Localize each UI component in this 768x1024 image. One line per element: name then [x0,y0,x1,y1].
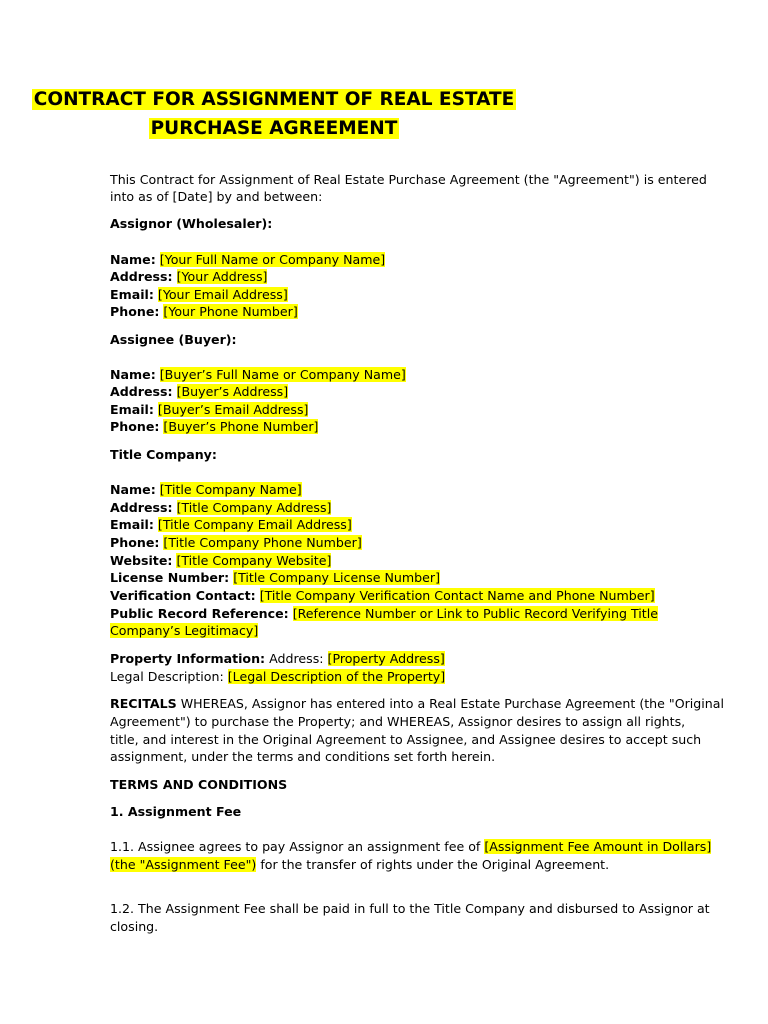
title-company-heading: Title Company: [110,447,217,462]
title-company-address-row: Address: [Title Company Address] [110,500,332,515]
assignee-name-row: Name: [Buyer’s Full Name or Company Name] [110,367,406,382]
assignee-phone-row: Phone: [Buyer’s Phone Number] [110,419,319,434]
assignee-email-row: Email: [Buyer’s Email Address] [110,402,309,417]
clause-1-2-line-1: 1.2. The Assignment Fee shall be paid in full to the Title Company and disbursed to Assignor at [110,901,710,916]
recitals-line-4: assignment, under the terms and conditions set forth herein. [110,749,496,764]
title-company-license-row: License Number: [Title Company License Number] [110,570,440,585]
terms-heading: TERMS AND CONDITIONS [110,777,288,792]
recitals-line-1: RECITALS WHEREAS, Assignor has entered into a Real Estate Purchase Agreement (the "Original [110,696,724,711]
property-address-row: Property Information: Address: [Property Address] [110,651,445,666]
title-company-verification-row: Verification Contact: [Title Company Verification Contact Name and Phone Number] [110,588,655,603]
intro-line-1: This Contract for Assignment of Real Estate Purchase Agreement (the "Agreement") is entered [110,172,707,187]
assignor-address-row: Address: [Your Address] [110,269,268,284]
title-company-name-row: Name: [Title Company Name] [110,482,302,497]
recitals-line-2: Agreement") to purchase the Property; and WHEREAS, Assignor desires to assign all rights, [110,714,686,729]
section-1-heading: 1. Assignment Fee [110,804,242,819]
title-company-email-row: Email: [Title Company Email Address] [110,517,352,532]
intro-line-2: into as of [Date] by and between: [110,189,323,204]
document-title-line-1: CONTRACT FOR ASSIGNMENT OF REAL ESTATE [33,89,515,110]
title-company-phone-row: Phone: [Title Company Phone Number] [110,535,362,550]
recitals-line-3: title, and interest in the Original Agreement to Assignee, and Assignee desires to accept such [110,732,702,747]
document-title-line-2: PURCHASE AGREEMENT [150,118,398,139]
title-company-public-record-row-cont: Company’s Legitimacy] [110,623,259,638]
assignor-name-row: Name: [Your Full Name or Company Name] [110,252,386,267]
clause-1-1-line-1: 1.1. Assignee agrees to pay Assignor an assignment fee of [Assignment Fee Amount in Dollars] [110,839,712,854]
property-legal-row: Legal Description: [Legal Description of the Property] [110,669,446,684]
title-company-website-row: Website: [Title Company Website] [110,553,332,568]
assignor-phone-row: Phone: [Your Phone Number] [110,304,298,319]
assignor-email-row: Email: [Your Email Address] [110,287,288,302]
assignee-heading: Assignee (Buyer): [110,332,237,347]
assignor-heading: Assignor (Wholesaler): [110,216,273,231]
title-company-public-record-row: Public Record Reference: [Reference Number or Link to Public Record Verifying Title [110,606,658,621]
assignee-address-row: Address: [Buyer’s Address] [110,384,289,399]
clause-1-2-line-2: closing. [110,919,159,934]
clause-1-1-line-2: (the "Assignment Fee") for the transfer of rights under the Original Agreement. [110,857,610,872]
